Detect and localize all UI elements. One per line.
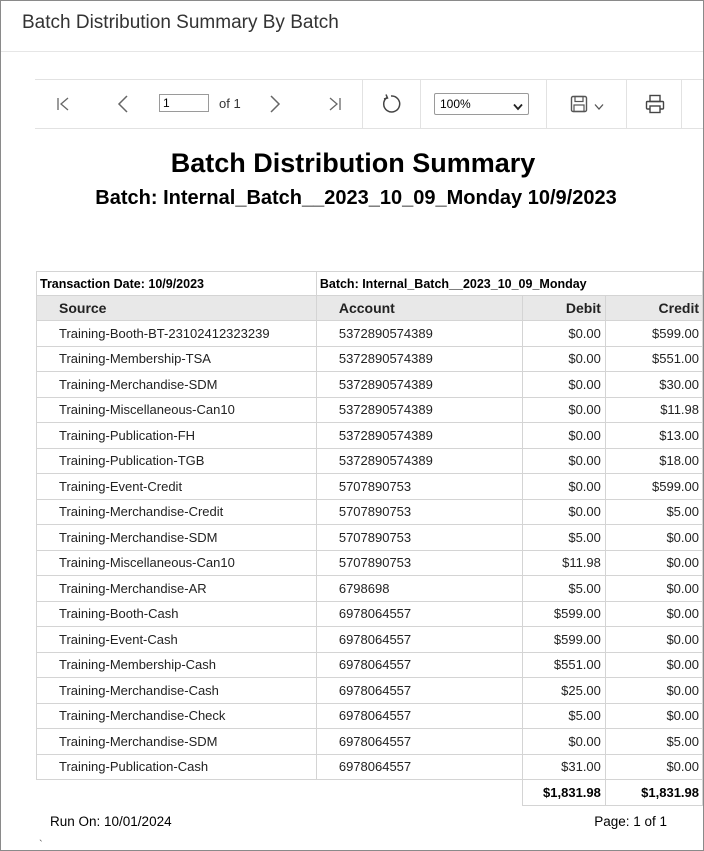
credit-cell: $0.00: [605, 576, 702, 602]
report-title: Batch Distribution Summary: [170, 148, 536, 178]
account-cell: 6978064557: [316, 729, 522, 755]
column-header-source: Source: [37, 296, 317, 321]
credit-cell: $5.00: [605, 499, 702, 525]
account-cell: 5707890753: [316, 474, 522, 500]
source-cell: Training-Merchandise-Cash: [37, 678, 317, 704]
print-icon: [645, 94, 665, 114]
table-row: [37, 550, 703, 576]
credit-cell: $0.00: [605, 627, 702, 653]
blank-cell: [316, 780, 522, 806]
account-cell: 6978064557: [316, 678, 522, 704]
page-count-label: of 1: [219, 96, 241, 111]
chevron-down-icon: [594, 103, 604, 111]
source-cell: Training-Membership-TSA: [37, 346, 317, 372]
source-cell: Training-Merchandise-Credit: [37, 499, 317, 525]
blank-cell: [37, 780, 317, 806]
last-page-icon: [327, 96, 343, 112]
group-header-row: [37, 272, 703, 296]
table-row: [37, 729, 703, 755]
account-cell: 5372890574389: [316, 346, 522, 372]
source-cell: Training-Miscellaneous-Can10: [37, 397, 317, 423]
table-row: [37, 474, 703, 500]
table-row: [37, 754, 703, 780]
credit-cell: $0.00: [605, 678, 702, 704]
stray-mark: `: [39, 839, 43, 851]
source-cell: Training-Event-Cash: [37, 627, 317, 653]
refresh-button[interactable]: [377, 80, 405, 128]
debit-cell: $599.00: [522, 601, 605, 627]
source-cell: Training-Merchandise-SDM: [37, 372, 317, 398]
toolbar-divider: [626, 80, 627, 128]
table-row: [37, 601, 703, 627]
account-cell: 6978064557: [316, 627, 522, 653]
credit-cell: $599.00: [605, 474, 702, 500]
credit-cell: $30.00: [605, 372, 702, 398]
source-cell: Training-Publication-TGB: [37, 448, 317, 474]
refresh-icon: [380, 93, 402, 115]
credit-cell: $0.00: [605, 601, 702, 627]
source-cell: Training-Merchandise-SDM: [37, 525, 317, 551]
table-row: [37, 346, 703, 372]
table-row: [37, 448, 703, 474]
table-row: [37, 525, 703, 551]
source-cell: Training-Miscellaneous-Can10: [37, 550, 317, 576]
first-page-button[interactable]: [53, 80, 73, 128]
next-page-icon: [268, 95, 282, 113]
first-page-icon: [55, 96, 71, 112]
table-row: [37, 652, 703, 678]
credit-cell: $599.00: [605, 321, 702, 347]
account-cell: 6798698: [316, 576, 522, 602]
account-cell: 6978064557: [316, 601, 522, 627]
credit-cell: $0.00: [605, 703, 702, 729]
page-footer-label: Page: 1 of 1: [594, 814, 667, 829]
transaction-date-header: Transaction Date: 10/9/2023: [37, 272, 317, 296]
source-cell: Training-Booth-Cash: [37, 601, 317, 627]
distribution-table: [36, 271, 703, 806]
table-row: [37, 372, 703, 398]
account-cell: 6978064557: [316, 652, 522, 678]
credit-cell: $0.00: [605, 652, 702, 678]
debit-cell: $5.00: [522, 525, 605, 551]
run-on-label: Run On: 10/01/2024: [50, 814, 172, 829]
credit-cell: $11.98: [605, 397, 702, 423]
next-page-button[interactable]: [265, 80, 285, 128]
debit-cell: $0.00: [522, 474, 605, 500]
debit-cell: $599.00: [522, 627, 605, 653]
account-cell: 5707890753: [316, 550, 522, 576]
account-cell: 5372890574389: [316, 397, 522, 423]
export-button[interactable]: [565, 80, 609, 128]
table-row: [37, 321, 703, 347]
table-row: [37, 576, 703, 602]
account-cell: 5372890574389: [316, 321, 522, 347]
toolbar-divider: [681, 80, 682, 128]
chevron-down-icon: [513, 100, 523, 114]
window-title: Batch Distribution Summary By Batch: [22, 12, 339, 33]
source-cell: Training-Membership-Cash: [37, 652, 317, 678]
zoom-value: 100%: [440, 97, 471, 111]
account-cell: 5372890574389: [316, 448, 522, 474]
credit-cell: $5.00: [605, 729, 702, 755]
totals-row: [37, 780, 703, 806]
table-row: [37, 627, 703, 653]
credit-cell: $13.00: [605, 423, 702, 449]
batch-header: Batch: Internal_Batch__2023_10_09_Monday: [316, 272, 702, 296]
table-row: [37, 499, 703, 525]
debit-cell: $0.00: [522, 321, 605, 347]
account-cell: 5372890574389: [316, 372, 522, 398]
print-button[interactable]: [643, 80, 667, 128]
debit-cell: $5.00: [522, 576, 605, 602]
debit-cell: $31.00: [522, 754, 605, 780]
source-cell: Training-Merchandise-AR: [37, 576, 317, 602]
debit-cell: $0.00: [522, 346, 605, 372]
debit-cell: $0.00: [522, 372, 605, 398]
debit-cell: $0.00: [522, 448, 605, 474]
credit-cell: $551.00: [605, 346, 702, 372]
column-header-credit: Credit: [605, 296, 702, 321]
credit-cell: $0.00: [605, 754, 702, 780]
account-cell: 5707890753: [316, 499, 522, 525]
column-header-row: [37, 296, 703, 321]
debit-cell: $551.00: [522, 652, 605, 678]
debit-cell: $0.00: [522, 397, 605, 423]
save-icon: [570, 95, 588, 113]
debit-cell: $5.00: [522, 703, 605, 729]
report-subtitle: Batch: Internal_Batch__2023_10_09_Monday 10/9/2023: [95, 187, 617, 209]
table-row: [37, 678, 703, 704]
title-divider: [1, 51, 703, 52]
source-cell: Training-Booth-BT-23102412323239: [37, 321, 317, 347]
credit-cell: $18.00: [605, 448, 702, 474]
credit-cell: $0.00: [605, 525, 702, 551]
account-cell: 5707890753: [316, 525, 522, 551]
toolbar-divider: [546, 80, 547, 128]
table-row: [37, 423, 703, 449]
zoom-select[interactable]: [434, 93, 529, 115]
debit-cell: $0.00: [522, 499, 605, 525]
account-cell: 6978064557: [316, 754, 522, 780]
table-row: [37, 397, 703, 423]
debit-cell: $25.00: [522, 678, 605, 704]
previous-page-button[interactable]: [113, 80, 133, 128]
report-toolbar: [35, 79, 703, 129]
source-cell: Training-Event-Credit: [37, 474, 317, 500]
source-cell: Training-Merchandise-Check: [37, 703, 317, 729]
previous-page-icon: [116, 95, 130, 113]
last-page-button[interactable]: [325, 80, 345, 128]
account-cell: 6978064557: [316, 703, 522, 729]
source-cell: Training-Publication-Cash: [37, 754, 317, 780]
debit-cell: $0.00: [522, 423, 605, 449]
page-number-input[interactable]: [159, 94, 209, 112]
toolbar-divider: [362, 80, 363, 128]
toolbar-divider: [420, 80, 421, 128]
table-row: [37, 703, 703, 729]
account-cell: 5372890574389: [316, 423, 522, 449]
column-header-account: Account: [316, 296, 522, 321]
debit-cell: $0.00: [522, 729, 605, 755]
total-debit: $1,831.98: [522, 780, 605, 806]
column-header-debit: Debit: [522, 296, 605, 321]
total-credit: $1,831.98: [605, 780, 702, 806]
credit-cell: $0.00: [605, 550, 702, 576]
source-cell: Training-Publication-FH: [37, 423, 317, 449]
debit-cell: $11.98: [522, 550, 605, 576]
source-cell: Training-Merchandise-SDM: [37, 729, 317, 755]
